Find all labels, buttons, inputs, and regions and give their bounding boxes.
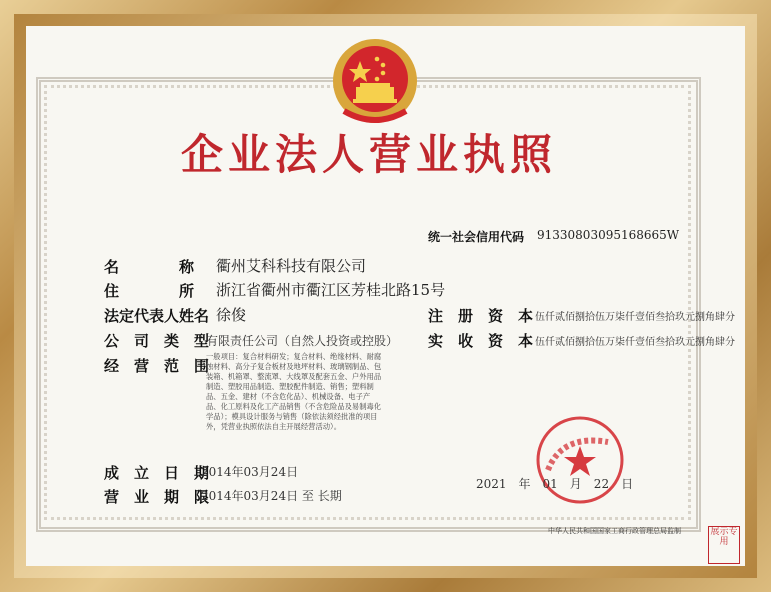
company-name: 衢州艾科科技有限公司 (216, 257, 367, 275)
company-type-label: 公 司 类 型 (104, 332, 210, 350)
legal-rep-label: 法定代表人姓名 (104, 307, 210, 325)
reg-capital: 伍仟贰佰捌拾伍万柒仟壹佰叁拾玖元捌角肆分 (535, 312, 735, 323)
footer-supervisor: 中华人民共和国国家工商行政管理总局监制 (548, 527, 681, 535)
display-only-stamp: 展示专用 (708, 526, 740, 564)
established-date: 2014年03月24日 (201, 465, 299, 479)
legal-rep: 徐俊 (216, 306, 247, 324)
issue-date: 2021 年 01 月 22 日 (476, 477, 634, 491)
reg-capital-label: 注 册 资 本 (428, 307, 534, 325)
official-seal-icon (516, 412, 636, 508)
license-title: 企业法人营业执照 (181, 130, 558, 179)
company-address: 浙江省衢州市衢江区芳桂北路15号 (216, 281, 446, 299)
business-term: 2014年03月24日 至 长期 (201, 489, 342, 503)
credit-code: 91330803095168665W (537, 228, 680, 242)
business-scope: 一般项目：复合材料研发；复合材料、绝缘材料、耐腐蚀材料、高分子复合板材及地坪材料、玻璃钢制品、包装箱、机箱罩、整流罩、大线罩及配套五金、户外用品制造、塑胶用品制造、塑胶配件制造、销售；塑料制品、五金、建材（不含危化品）、机械设备、电子产品、化工原料及化工产品销售（不含危险品及易制毒化学品）；模具设计服务与销售（除依法须经批准的项目外，凭营业执照依法自主开展经营活动）。 (206, 352, 382, 431)
company-type: 有限责任公司（自然人投资或控股） (206, 334, 399, 348)
national-emblem-icon (320, 33, 430, 133)
term-label: 营 业 期 限 (104, 488, 210, 506)
paid-capital: 伍仟贰佰捌拾伍万柒仟壹佰叁拾玖元捌角肆分 (535, 337, 735, 348)
paid-capital-label: 实 收 资 本 (428, 332, 534, 350)
established-label: 成 立 日 期 (104, 464, 210, 482)
business-scope-label: 经 营 范 围 (104, 357, 210, 375)
name-label: 名 称 (104, 258, 195, 276)
credit-code-label: 统一社会信用代码 (428, 230, 525, 244)
address-label: 住 所 (104, 282, 195, 300)
